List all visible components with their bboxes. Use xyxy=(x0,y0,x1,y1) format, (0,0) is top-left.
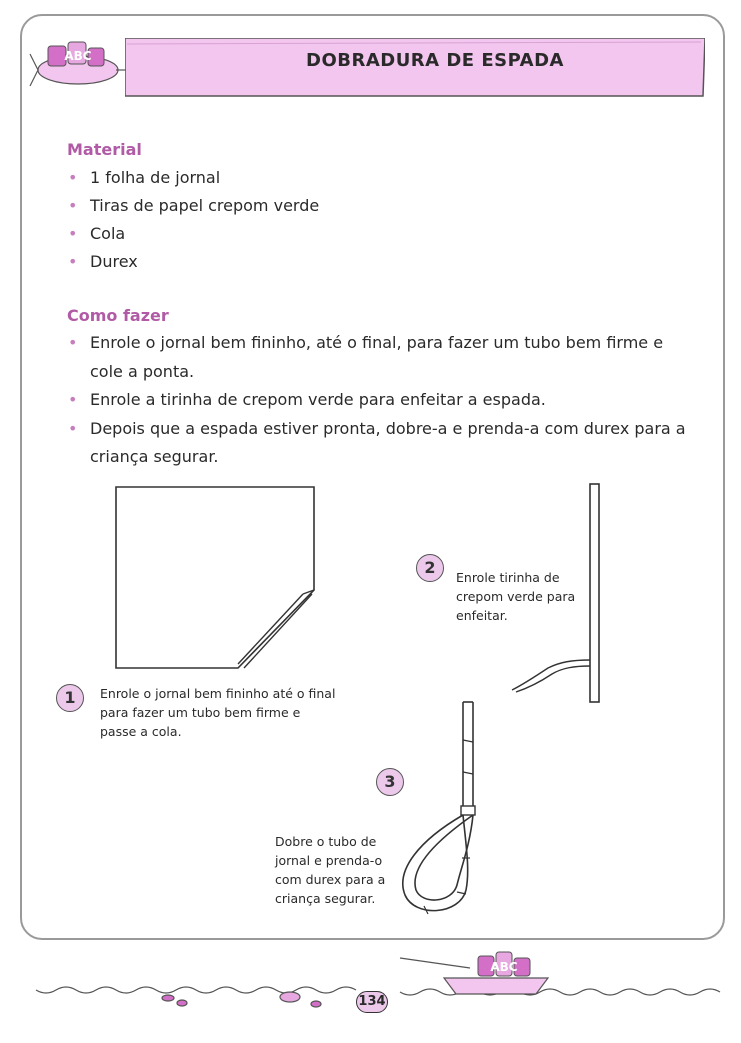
page-title: DOBRADURA DE ESPADA xyxy=(306,50,564,71)
list-item: • Depois que a espada estiver pronta, dobre-a e prenda-a com durex para a criança segurar. xyxy=(66,415,686,472)
material-heading: Material xyxy=(67,140,142,159)
step-1-caption: Enrole o jornal bem fininho até o final para fazer um tubo bem firme e passe a cola. xyxy=(100,686,336,739)
list-item: • Enrole a tirinha de crepom verde para enfeitar a espada. xyxy=(66,386,686,415)
step-2-caption: Enrole tirinha de crepom verde para enfeitar. xyxy=(456,570,576,623)
list-item: • 1 folha de jornal xyxy=(66,164,686,192)
footer-logo-text: ABC xyxy=(490,960,518,974)
step-1-badge: 1 xyxy=(56,684,84,712)
logo-text: ABC xyxy=(64,49,92,63)
list-item: • Cola xyxy=(66,220,686,248)
list-item: • Durex xyxy=(66,248,686,276)
folded-sword-illustration xyxy=(403,702,475,914)
newspaper-sheet-illustration xyxy=(116,487,314,668)
list-item: • Enrole o jornal bem fininho, até o final, para fazer um tubo bem firme e cole a ponta. xyxy=(66,329,686,386)
step-2-badge: 2 xyxy=(416,554,444,582)
list-item: • Tiras de papel crepom verde xyxy=(66,192,686,220)
como-fazer-heading: Como fazer xyxy=(67,306,169,325)
footer-abc-boat-icon xyxy=(478,952,530,976)
step-3-caption: Dobre o tubo de jornal e prenda-o com durex para a criança segurar. xyxy=(275,834,386,906)
page-number: 134 xyxy=(356,991,388,1013)
step-3-badge: 3 xyxy=(376,768,404,796)
